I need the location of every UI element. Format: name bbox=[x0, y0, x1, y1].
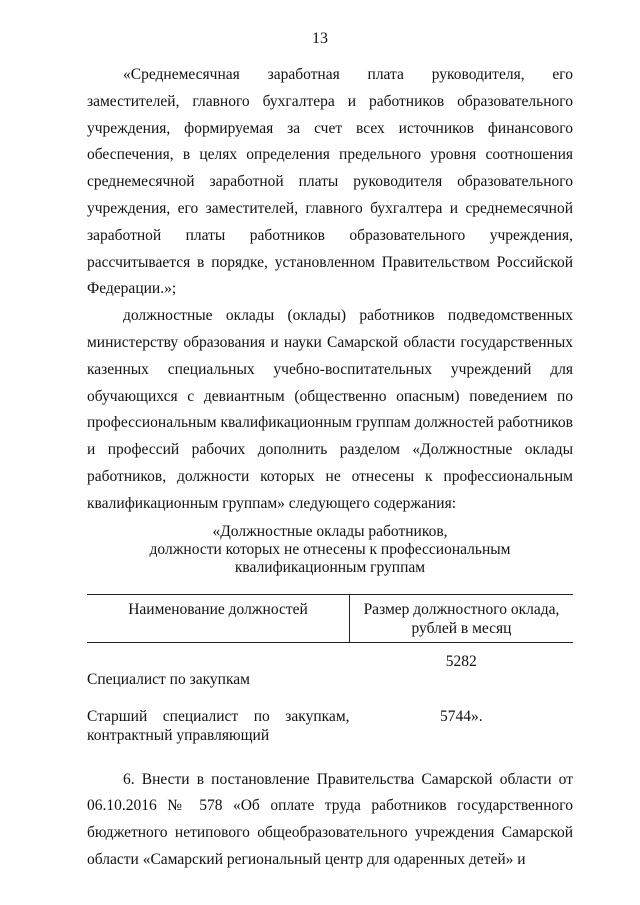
salary-value-cell: 5744». bbox=[439, 707, 483, 725]
page-number: 13 bbox=[312, 30, 328, 47]
caption-line-1: «Должностные оклады работников, bbox=[212, 522, 448, 540]
paragraph-item-6: 6. Внести в постановление Правительства Самарской области от 06.10.2016 № 578 «Об оплате труда работников государственного бюджетного нетипового общеобразовательного учреждения Самарской области «Самарский региональный центр для одаренных детей» и bbox=[87, 770, 573, 868]
table-caption bbox=[87, 523, 573, 577]
salary-table bbox=[87, 594, 573, 745]
document-body bbox=[87, 62, 573, 874]
header-position-name: Наименование должностей bbox=[87, 594, 350, 642]
position-name-cell: Старший специалист по закупкам, контрактный управляющий bbox=[87, 707, 350, 744]
salary-value-cell: 5282 bbox=[445, 652, 477, 670]
caption-line-3: квалификационным группам bbox=[234, 558, 426, 576]
paragraph-salary-definition: «Среднемесячная заработная плата руководителя, его заместителей, главного бухгалтера и работников образовательного учреждения, формируемая за счет всех источников финансового обеспечения, в целях определения предельного уровня соотношения среднемесячной заработной платы руководителя образовательного учреждения, его заместителей, главного бухгалтера и среднемесячной заработной платы работников образовательного учреждения, рассчитывается в порядке, установленном Правительством Российской Федерации.»; bbox=[87, 66, 573, 298]
table-header-row bbox=[87, 594, 573, 642]
table-row bbox=[87, 689, 573, 745]
caption-line-2: должности которых не отнесены к профессиональным bbox=[149, 540, 511, 558]
paragraph-official-salaries: должностные оклады (оклады) работников подведомственных министерству образования и науки Самарской области государственных казенных специальных учебно-воспитательных учреждений для обучающихся с девиантным (общественно опасным) поведением по профессиональным квалификационным группам должностей работников и профессий рабочих дополнить разделом «Должностные оклады работников, должности которых не отнесены к профессиональным квалификационным группам» следующего содержания: bbox=[87, 307, 573, 512]
table-row bbox=[87, 642, 573, 689]
position-name-cell: Специалист по закупкам bbox=[87, 670, 250, 688]
header-salary-size: Размер должностного оклада, рублей в месяц bbox=[350, 594, 574, 642]
